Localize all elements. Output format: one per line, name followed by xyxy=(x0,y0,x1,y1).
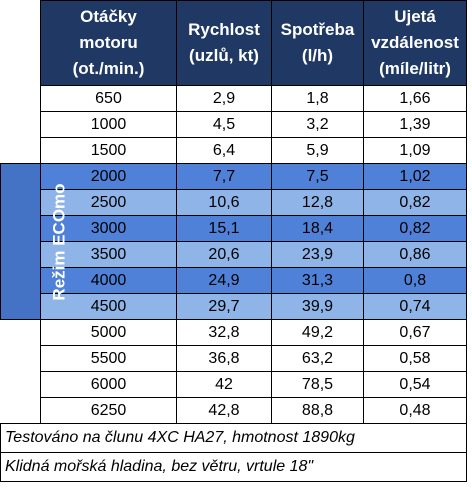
eco-mode-label-cell xyxy=(1,164,69,320)
cell-consumption: 31,3 xyxy=(272,268,364,294)
table-row xyxy=(1,86,467,112)
cell-speed: 20,6 xyxy=(177,242,272,268)
cell-speed: 6,4 xyxy=(177,138,272,164)
cell-consumption: 49,2 xyxy=(272,320,364,346)
cell-consumption: 88,8 xyxy=(272,398,364,424)
cell-speed: 32,8 xyxy=(177,320,272,346)
header-speed-line1: Rychlost xyxy=(188,20,260,39)
header-rpm xyxy=(41,1,177,86)
cell-rpm: 5000 xyxy=(41,320,177,346)
cell-consumption: 78,5 xyxy=(272,372,364,398)
side-spacer xyxy=(1,398,41,424)
cell-speed: 15,1 xyxy=(177,216,272,242)
table-row xyxy=(1,242,467,268)
cell-distance: 1,09 xyxy=(364,138,467,164)
cell-consumption: 5,9 xyxy=(272,138,364,164)
side-spacer xyxy=(1,138,41,164)
header-corner xyxy=(1,1,41,86)
cell-rpm: 1500 xyxy=(41,138,177,164)
table-row xyxy=(1,294,467,320)
cell-speed: 42 xyxy=(177,372,272,398)
table-row xyxy=(1,138,467,164)
cell-distance: 0,48 xyxy=(364,398,467,424)
cell-consumption: 12,8 xyxy=(272,190,364,216)
side-spacer xyxy=(1,346,41,372)
test-note-boat: Testováno na člunu 4XC HA27, hmotnost 1890kg xyxy=(1,424,467,453)
header-distance-line1: Ujetá xyxy=(394,7,436,26)
header-consumption-line2: (l/h) xyxy=(301,46,334,65)
cell-speed: 24,9 xyxy=(177,268,272,294)
header-row xyxy=(1,1,467,86)
cell-rpm: 1000 xyxy=(41,112,177,138)
cell-distance: 0,58 xyxy=(364,346,467,372)
cell-speed: 36,8 xyxy=(177,346,272,372)
side-spacer xyxy=(1,112,41,138)
header-consumption xyxy=(272,1,364,86)
table-row xyxy=(1,372,467,398)
cell-distance: 0,82 xyxy=(364,190,467,216)
table-row xyxy=(1,320,467,346)
header-distance-line3: (míle/litr) xyxy=(379,59,451,78)
header-rpm-line1: Otáčky xyxy=(80,7,137,26)
table-body xyxy=(1,86,467,424)
test-note-conditions: Klidná mořská hladina, bez větru, vrtule 18" xyxy=(1,453,467,482)
cell-speed: 10,6 xyxy=(177,190,272,216)
side-spacer xyxy=(1,372,41,398)
cell-distance: 0,82 xyxy=(364,216,467,242)
cell-speed: 7,7 xyxy=(177,164,272,190)
note-row-1 xyxy=(1,424,467,453)
cell-distance: 0,74 xyxy=(364,294,467,320)
table-row xyxy=(1,398,467,424)
header-rpm-line3: (ot./min.) xyxy=(72,59,145,78)
cell-consumption: 18,4 xyxy=(272,216,364,242)
cell-rpm: 650 xyxy=(41,86,177,112)
cell-rpm: 6000 xyxy=(41,372,177,398)
cell-rpm: 4500 xyxy=(41,294,177,320)
eco-mode-label: Režim ECOmo xyxy=(49,182,69,301)
header-speed-line2: (uzlů, kt) xyxy=(189,46,259,65)
cell-distance: 0,8 xyxy=(364,268,467,294)
cell-speed: 2,9 xyxy=(177,86,272,112)
note-row-2 xyxy=(1,453,467,482)
cell-consumption: 39,9 xyxy=(272,294,364,320)
side-spacer xyxy=(1,86,41,112)
cell-rpm: 6250 xyxy=(41,398,177,424)
table-row xyxy=(1,112,467,138)
table-row xyxy=(1,216,467,242)
cell-speed: 4,5 xyxy=(177,112,272,138)
header-distance-line2: vzdálenost xyxy=(371,33,459,52)
header-distance xyxy=(364,1,467,86)
cell-distance: 1,39 xyxy=(364,112,467,138)
cell-consumption: 3,2 xyxy=(272,112,364,138)
table-row xyxy=(1,346,467,372)
cell-rpm: 5500 xyxy=(41,346,177,372)
cell-consumption: 1,8 xyxy=(272,86,364,112)
table-row xyxy=(1,164,467,190)
cell-speed: 29,7 xyxy=(177,294,272,320)
cell-distance: 0,86 xyxy=(364,242,467,268)
cell-consumption: 63,2 xyxy=(272,346,364,372)
cell-distance: 0,67 xyxy=(364,320,467,346)
header-speed xyxy=(177,1,272,86)
cell-speed: 42,8 xyxy=(177,398,272,424)
cell-rpm: 4000 xyxy=(41,268,177,294)
table-row xyxy=(1,268,467,294)
header-rpm-line2: motoru xyxy=(79,33,138,52)
cell-consumption: 7,5 xyxy=(272,164,364,190)
cell-rpm: 3500 xyxy=(41,242,177,268)
cell-consumption: 23,9 xyxy=(272,242,364,268)
side-spacer xyxy=(1,320,41,346)
cell-rpm: 2500 xyxy=(41,190,177,216)
header-consumption-line1: Spotřeba xyxy=(280,20,355,39)
cell-rpm: 3000 xyxy=(41,216,177,242)
cell-distance: 0,54 xyxy=(364,372,467,398)
table-row xyxy=(1,190,467,216)
cell-rpm: 2000 xyxy=(41,164,177,190)
cell-distance: 1,66 xyxy=(364,86,467,112)
cell-distance: 1,02 xyxy=(364,164,467,190)
